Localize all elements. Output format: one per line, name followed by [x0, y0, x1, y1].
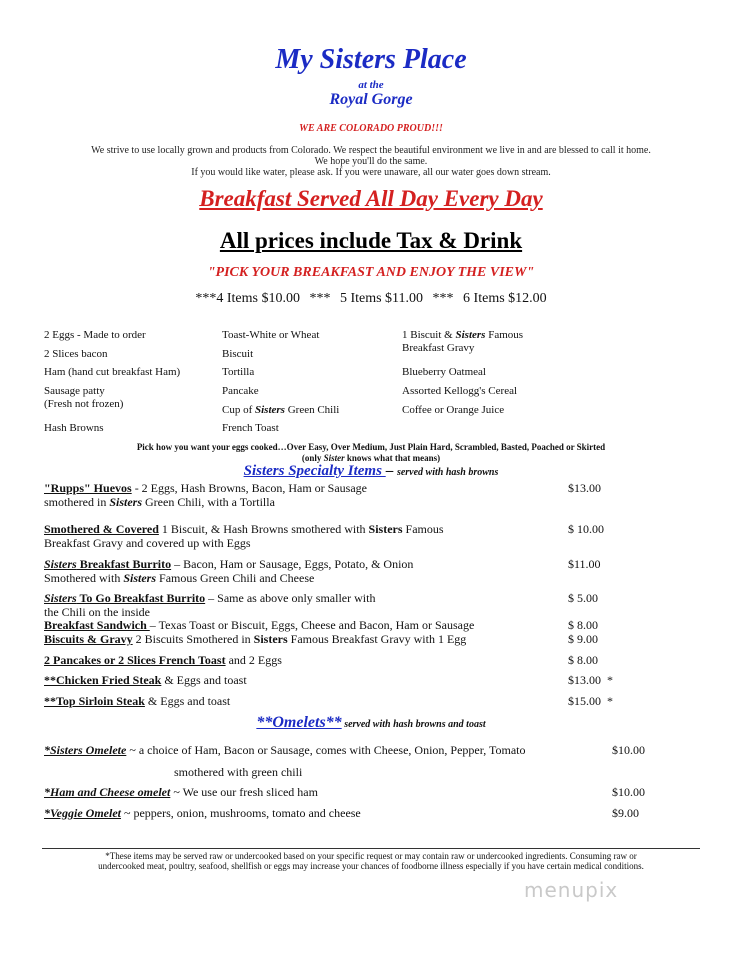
- menu-item-sisters-omelete-line2: smothered with green chili: [174, 765, 303, 779]
- at-the-label: at the: [358, 79, 384, 91]
- specialty-title: Sisters Specialty Items: [243, 463, 386, 479]
- omelets-heading: [0, 714, 742, 732]
- colorado-proud: WE ARE COLORADO PROUD!!!: [299, 123, 443, 134]
- intro-line-3: If you would like water, please ask. If you were unaware, all our water goes down stream.: [191, 167, 551, 178]
- omelets-title: **Omelets**: [256, 714, 342, 731]
- price-breakfast-burrito: $11.00: [568, 557, 601, 571]
- footer-divider: [42, 848, 700, 849]
- combo-4-items: ***4 Items $10.00: [195, 291, 300, 306]
- option-french-toast: French Toast: [222, 422, 279, 434]
- option-hash-browns: Hash Browns: [44, 422, 104, 434]
- price-pancakes: $ 8.00: [568, 653, 598, 667]
- menupix-watermark: menupix: [524, 878, 619, 902]
- option-drink: Coffee or Orange Juice: [402, 404, 505, 416]
- menu-item-breakfast-sandwich: Breakfast Sandwich – Texas Toast or Biscuit, Eggs, Cheese and Bacon, Ham or Sausage: [44, 618, 475, 632]
- combo-5-items: 5 Items $11.00: [339, 291, 424, 306]
- price-sisters-omelete: $10.00: [612, 743, 645, 757]
- menu-item-ham-cheese-omelet: *Ham and Cheese omelet ~ We use our fresh sliced ham: [44, 785, 318, 799]
- food-safety-disclaimer: *These items may be served raw or undercooked based on your specific request or may contain raw or undercooked ingredients. Consuming raw or undercooked meat, poultry, seafood, shellfish or eggs may increase your chances of foodborne illness especially if you have certain medical conditions.: [98, 851, 644, 871]
- restaurant-name: My Sisters Place: [275, 44, 467, 75]
- price-chicken-fried-steak: $13.00 *: [568, 673, 613, 687]
- restaurant-location: Royal Gorge: [329, 91, 413, 108]
- omelets-note: served with hash browns and toast: [341, 719, 486, 730]
- price-to-go-burrito: $ 5.00: [568, 591, 598, 605]
- combo-separator: ***: [309, 291, 331, 306]
- option-oatmeal: Blueberry Oatmeal: [402, 366, 486, 378]
- breakfast-banner: Breakfast Served All Day Every Day: [199, 186, 543, 211]
- prices-banner: All prices include Tax & Drink: [219, 228, 523, 253]
- menu-item-biscuits-gravy: Biscuits & Gravy 2 Biscuits Smothered in Sisters Famous Breakfast Gravy with 1 Egg: [44, 632, 467, 646]
- option-green-chili: Cup of Sisters Green Chili: [222, 404, 340, 416]
- option-biscuit-gravy-line2: Breakfast Gravy: [402, 342, 475, 354]
- combo-prices: [0, 291, 742, 307]
- pick-breakfast-line: "PICK YOUR BREAKFAST AND ENJOY THE VIEW": [207, 265, 535, 280]
- intro-line-2: We hope you'll do the same.: [314, 156, 428, 167]
- menu-item-veggie-omelet: *Veggie Omelet ~ peppers, onion, mushrooms, tomato and cheese: [44, 806, 361, 820]
- menu-item-top-sirloin-steak: **Top Sirloin Steak & Eggs and toast: [44, 694, 231, 708]
- option-bacon: 2 Slices bacon: [44, 348, 108, 360]
- price-veggie-omelet: $9.00: [612, 806, 639, 820]
- specialty-note: served with hash browns: [396, 467, 499, 478]
- menu-item-breakfast-burrito: Sisters Breakfast Burrito – Bacon, Ham or Sausage, Eggs, Potato, & Onion Smothered with Sisters Famous Green Chili and Cheese: [44, 557, 414, 585]
- combo-separator: ***: [432, 291, 454, 306]
- price-smothered-covered: $ 10.00: [568, 522, 604, 536]
- menu-item-chicken-fried-steak: **Chicken Fried Steak & Eggs and toast: [44, 673, 247, 687]
- menu-item-sisters-omelete: *Sisters Omelete ~ a choice of Ham, Bacon or Sausage, comes with Cheese, Onion, Pepper, Tomato: [44, 743, 526, 757]
- combo-6-items: 6 Items $12.00: [463, 291, 547, 306]
- option-pancake: Pancake: [222, 385, 259, 397]
- price-rupps-huevos: $13.00: [568, 481, 601, 495]
- option-biscuit-gravy: 1 Biscuit & Sisters Famous: [402, 329, 524, 341]
- menu-item-pancakes: 2 Pancakes or 2 Slices French Toast and 2 Eggs: [44, 653, 282, 667]
- option-cereal: Assorted Kellogg's Cereal: [402, 385, 518, 397]
- intro-line-1: We strive to use locally grown and products from Colorado. We respect the beautiful environment we live in and are blessed to call it home.: [91, 145, 651, 156]
- menu-item-smothered-covered: Smothered & Covered 1 Biscuit, & Hash Browns smothered with Sisters Famous Breakfast Gravy and covered up with Eggs: [44, 522, 444, 550]
- price-ham-cheese-omelet: $10.00: [612, 785, 645, 799]
- option-2-eggs: 2 Eggs - Made to order: [44, 329, 146, 341]
- price-biscuits-gravy: $ 9.00: [568, 632, 598, 646]
- eggs-cooking-note: Pick how you want your eggs cooked…Over Easy, Over Medium, Just Plain Hard, Scrambled, Basted, Poached or Skirted: [136, 442, 606, 452]
- option-sausage: Sausage patty: [44, 385, 105, 397]
- menu-item-to-go-burrito: Sisters To Go Breakfast Burrito – Same as above only smaller with the Chili on the inside: [44, 591, 376, 619]
- option-sausage-note: (Fresh not frozen): [44, 398, 124, 410]
- menu-item-rupps-huevos: "Rupps" Huevos - 2 Eggs, Hash Browns, Bacon, Ham or Sausage smothered in Sisters Green Chili, with a Tortilla: [44, 481, 367, 509]
- option-biscuit: Biscuit: [222, 348, 254, 360]
- sister-note: (only Sister knows what that means): [301, 453, 441, 463]
- price-top-sirloin-steak: $15.00 *: [568, 694, 613, 708]
- option-tortilla: Tortilla: [222, 366, 255, 378]
- specialty-heading: Sisters Specialty Items – served with hash browns: [243, 463, 499, 479]
- price-breakfast-sandwich: $ 8.00: [568, 618, 598, 632]
- option-ham: Ham (hand cut breakfast Ham): [44, 366, 181, 378]
- option-toast: Toast-White or Wheat: [222, 329, 320, 341]
